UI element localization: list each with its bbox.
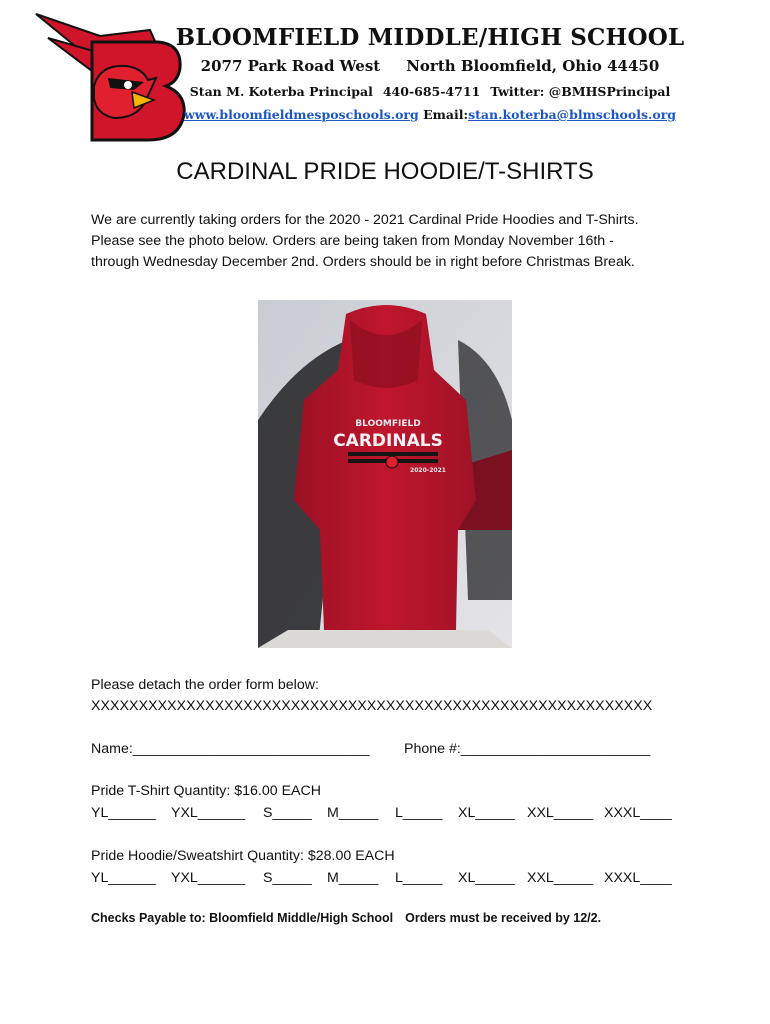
hoodie-photo (258, 300, 512, 648)
street-address: 2077 Park Road West (200, 57, 381, 75)
principal-name: Stan M. Koterba Principal (189, 84, 373, 99)
payment-note (91, 911, 601, 925)
address-line (160, 57, 700, 75)
checks-payable-text: Checks Payable to: Bloomfield Middle/High School (91, 911, 394, 925)
size-field-yl[interactable]: YL______ (91, 870, 156, 886)
intro-paragraph (91, 210, 711, 273)
links-line (160, 107, 700, 122)
intro-line: Please see the photo below. Orders are being taken from Monday November 16th - (91, 233, 614, 249)
size-field-m[interactable]: M_____ (327, 870, 379, 886)
size-field-xxxl[interactable]: XXXL____ (604, 870, 672, 886)
size-field-s[interactable]: S_____ (263, 870, 312, 886)
email-link[interactable]: stan.koterba@blmschools.org (468, 107, 677, 122)
size-field-xxxl[interactable]: XXXL____ (604, 805, 672, 821)
tshirt-size-row (91, 805, 691, 825)
size-field-yl[interactable]: YL______ (91, 805, 156, 821)
intro-line: through Wednesday December 2nd. Orders should be in right before Christmas Break. (91, 254, 635, 270)
school-name: BLOOMFIELD MIDDLE/HIGH SCHOOL (175, 24, 685, 51)
size-field-s[interactable]: S_____ (263, 805, 312, 821)
size-field-xl[interactable]: XL_____ (458, 805, 515, 821)
size-field-l[interactable]: L_____ (395, 870, 443, 886)
website-link[interactable]: www.bloomfieldmesposchools.org (183, 107, 419, 122)
size-field-xl[interactable]: XL_____ (458, 870, 515, 886)
city-address: North Bloomfield, Ohio 44450 (406, 57, 660, 75)
tshirt-quantity-heading: Pride T-Shirt Quantity: $16.00 EACH (91, 783, 321, 799)
shirt-text-line: CARDINALS (333, 431, 443, 451)
detach-instruction: Please detach the order form below: (91, 677, 319, 693)
size-field-xxl[interactable]: XXL_____ (527, 870, 594, 886)
size-field-yxl[interactable]: YXL______ (171, 805, 246, 821)
email-label: Email: (423, 107, 469, 122)
size-field-yxl[interactable]: YXL______ (171, 870, 246, 886)
size-field-m[interactable]: M_____ (327, 805, 379, 821)
hoodie-size-row (91, 870, 691, 890)
intro-line: We are currently taking orders for the 2020 - 2021 Cardinal Pride Hoodies and T-Shirts. (91, 212, 639, 228)
deadline-text: Orders must be received by 12/2. (405, 911, 602, 925)
school-phone: 440-685-4711 (382, 84, 481, 99)
name-field[interactable]: Name:______________________________ (91, 741, 370, 757)
phone-field[interactable]: Phone #:________________________ (404, 741, 651, 757)
shirt-text-line: BLOOMFIELD (355, 419, 421, 429)
detach-line: XXXXXXXXXXXXXXXXXXXXXXXXXXXXXXXXXXXXXXXXXXXXXXXXXXXXXXXXXXX (91, 698, 653, 714)
hoodie-quantity-heading: Pride Hoodie/Sweatshirt Quantity: $28.00 EACH (91, 848, 395, 864)
page-title: CARDINAL PRIDE HOODIE/T-SHIRTS (176, 158, 594, 185)
principal-line (160, 84, 700, 99)
size-field-l[interactable]: L_____ (395, 805, 443, 821)
name-phone-row (91, 741, 651, 757)
shirt-text-line: 2020-2021 (410, 467, 446, 474)
size-field-xxl[interactable]: XXL_____ (527, 805, 594, 821)
twitter-handle: Twitter: @BMHSPrincipal (490, 84, 671, 99)
